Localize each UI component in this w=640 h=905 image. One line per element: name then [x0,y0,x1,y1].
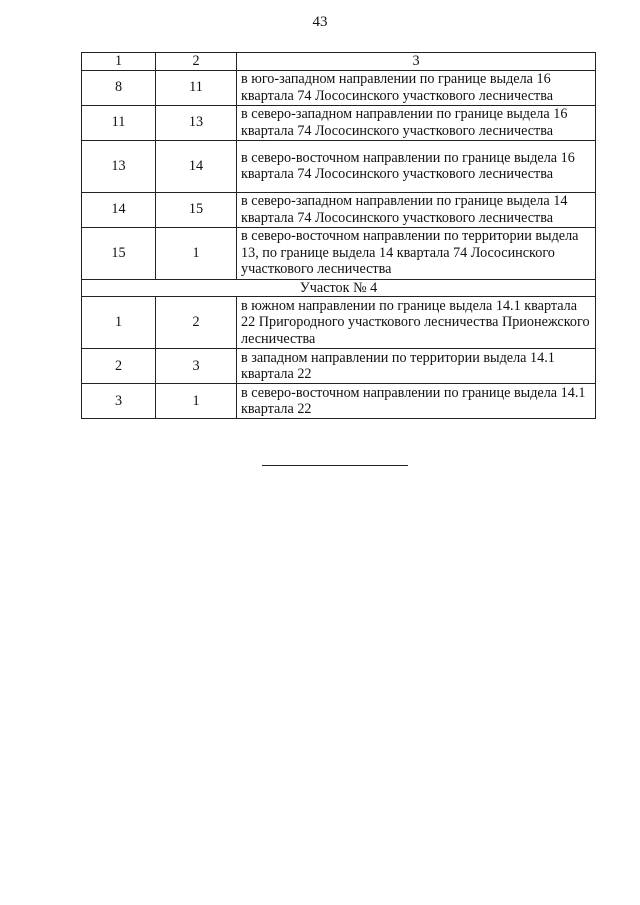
column-header-1: 1 [82,53,156,71]
table-row [82,192,596,227]
table-row [82,384,596,419]
segment-description: в северо-восточном направлении по границе выдела 16 квартала 74 Лососинского участкового лесничества [237,140,596,192]
point-to: 15 [156,192,237,227]
point-to: 11 [156,70,237,105]
section-header-row [82,279,596,297]
segment-description: в южном направлении по границе выдела 14.1 квартала 22 Пригородного участкового лесничества Прионежского лесничества [237,297,596,349]
point-to: 13 [156,105,237,140]
point-from: 8 [82,70,156,105]
point-from: 14 [82,192,156,227]
point-from: 3 [82,384,156,419]
segment-description: в западном направлении по территории выдела 14.1 квартала 22 [237,349,596,384]
closing-divider [262,465,408,466]
table-row [82,227,596,279]
table-row [82,349,596,384]
point-to: 14 [156,140,237,192]
point-to: 2 [156,297,237,349]
point-from: 13 [82,140,156,192]
segment-description: в северо-восточном направлении по территории выдела 13, по границе выдела 14 квартала 74 Лососинского участкового лесничества [237,227,596,279]
segment-description: в северо-восточном направлении по границе выдела 14.1 квартала 22 [237,384,596,419]
boundary-table [81,52,596,419]
column-header-3: 3 [237,53,596,71]
point-from: 15 [82,227,156,279]
table-row [82,297,596,349]
column-header-2: 2 [156,53,237,71]
table-row [82,70,596,105]
table-header-row [82,53,596,71]
point-from: 1 [82,297,156,349]
segment-description: в северо-западном направлении по границе выдела 16 квартала 74 Лососинского участкового лесничества [237,105,596,140]
table-row [82,105,596,140]
point-from: 2 [82,349,156,384]
section-title: Участок № 4 [82,279,596,297]
page-number: 43 [312,14,328,30]
point-from: 11 [82,105,156,140]
point-to: 1 [156,384,237,419]
segment-description: в северо-западном направлении по границе выдела 14 квартала 74 Лососинского участкового лесничества [237,192,596,227]
point-to: 1 [156,227,237,279]
table-row [82,140,596,192]
point-to: 3 [156,349,237,384]
segment-description: в юго-западном направлении по границе выдела 16 квартала 74 Лососинского участкового лесничества [237,70,596,105]
